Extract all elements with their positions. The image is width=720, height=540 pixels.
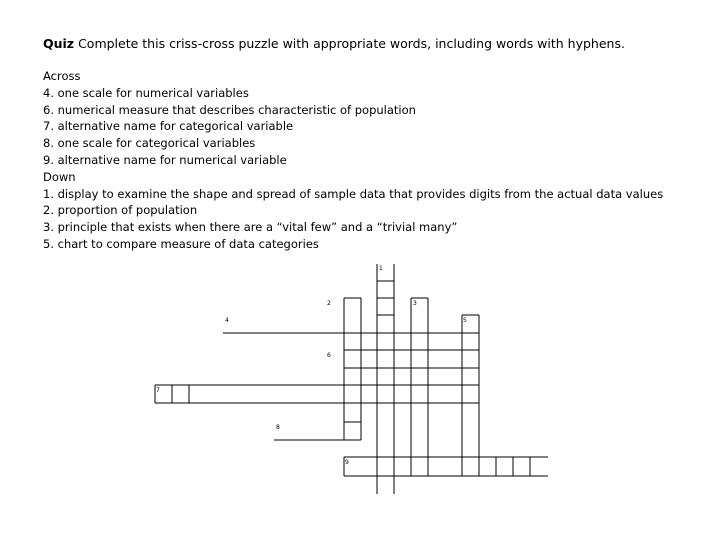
across-heading: Across (43, 69, 81, 83)
down-clue-5: 5. chart to compare measure of data categories (43, 236, 319, 251)
across-clue-6: 6. numerical measure that describes characteristic of population (43, 102, 416, 117)
grid-number-7: 7 (156, 387, 160, 394)
across-clue-9: 9. alternative name for numerical variable (43, 152, 287, 167)
down-clue-1: 1. display to examine the shape and spread of sample data that provides digits from the actual data values (43, 186, 664, 201)
across-clue-8: 8. one scale for categorical variables (43, 136, 256, 151)
grid-number-4: 4 (225, 317, 229, 324)
clue-numbers (156, 265, 467, 466)
grid-number-1: 1 (379, 265, 383, 272)
across-clue-7: 7. alternative name for categorical variable (43, 119, 294, 134)
grid-number-6: 6 (327, 352, 331, 359)
quiz-instructions: Complete this criss-cross puzzle with appropriate words, including words with hyphens. (74, 36, 625, 51)
quiz-label: Quiz (43, 36, 75, 51)
grid-lines (155, 264, 548, 494)
across-clue-4: 4. one scale for numerical variables (43, 85, 249, 100)
grid-number-2: 2 (327, 300, 331, 307)
down-clue-3: 3. principle that exists when there are a “vital few” and a “trivial many” (43, 220, 458, 235)
down-heading: Down (43, 169, 76, 184)
grid-number-8: 8 (276, 424, 280, 431)
down-clue-2: 2. proportion of population (43, 203, 198, 218)
grid-number-9: 9 (345, 459, 349, 466)
grid-number-3: 3 (413, 300, 417, 307)
grid-number-5: 5 (463, 317, 467, 324)
